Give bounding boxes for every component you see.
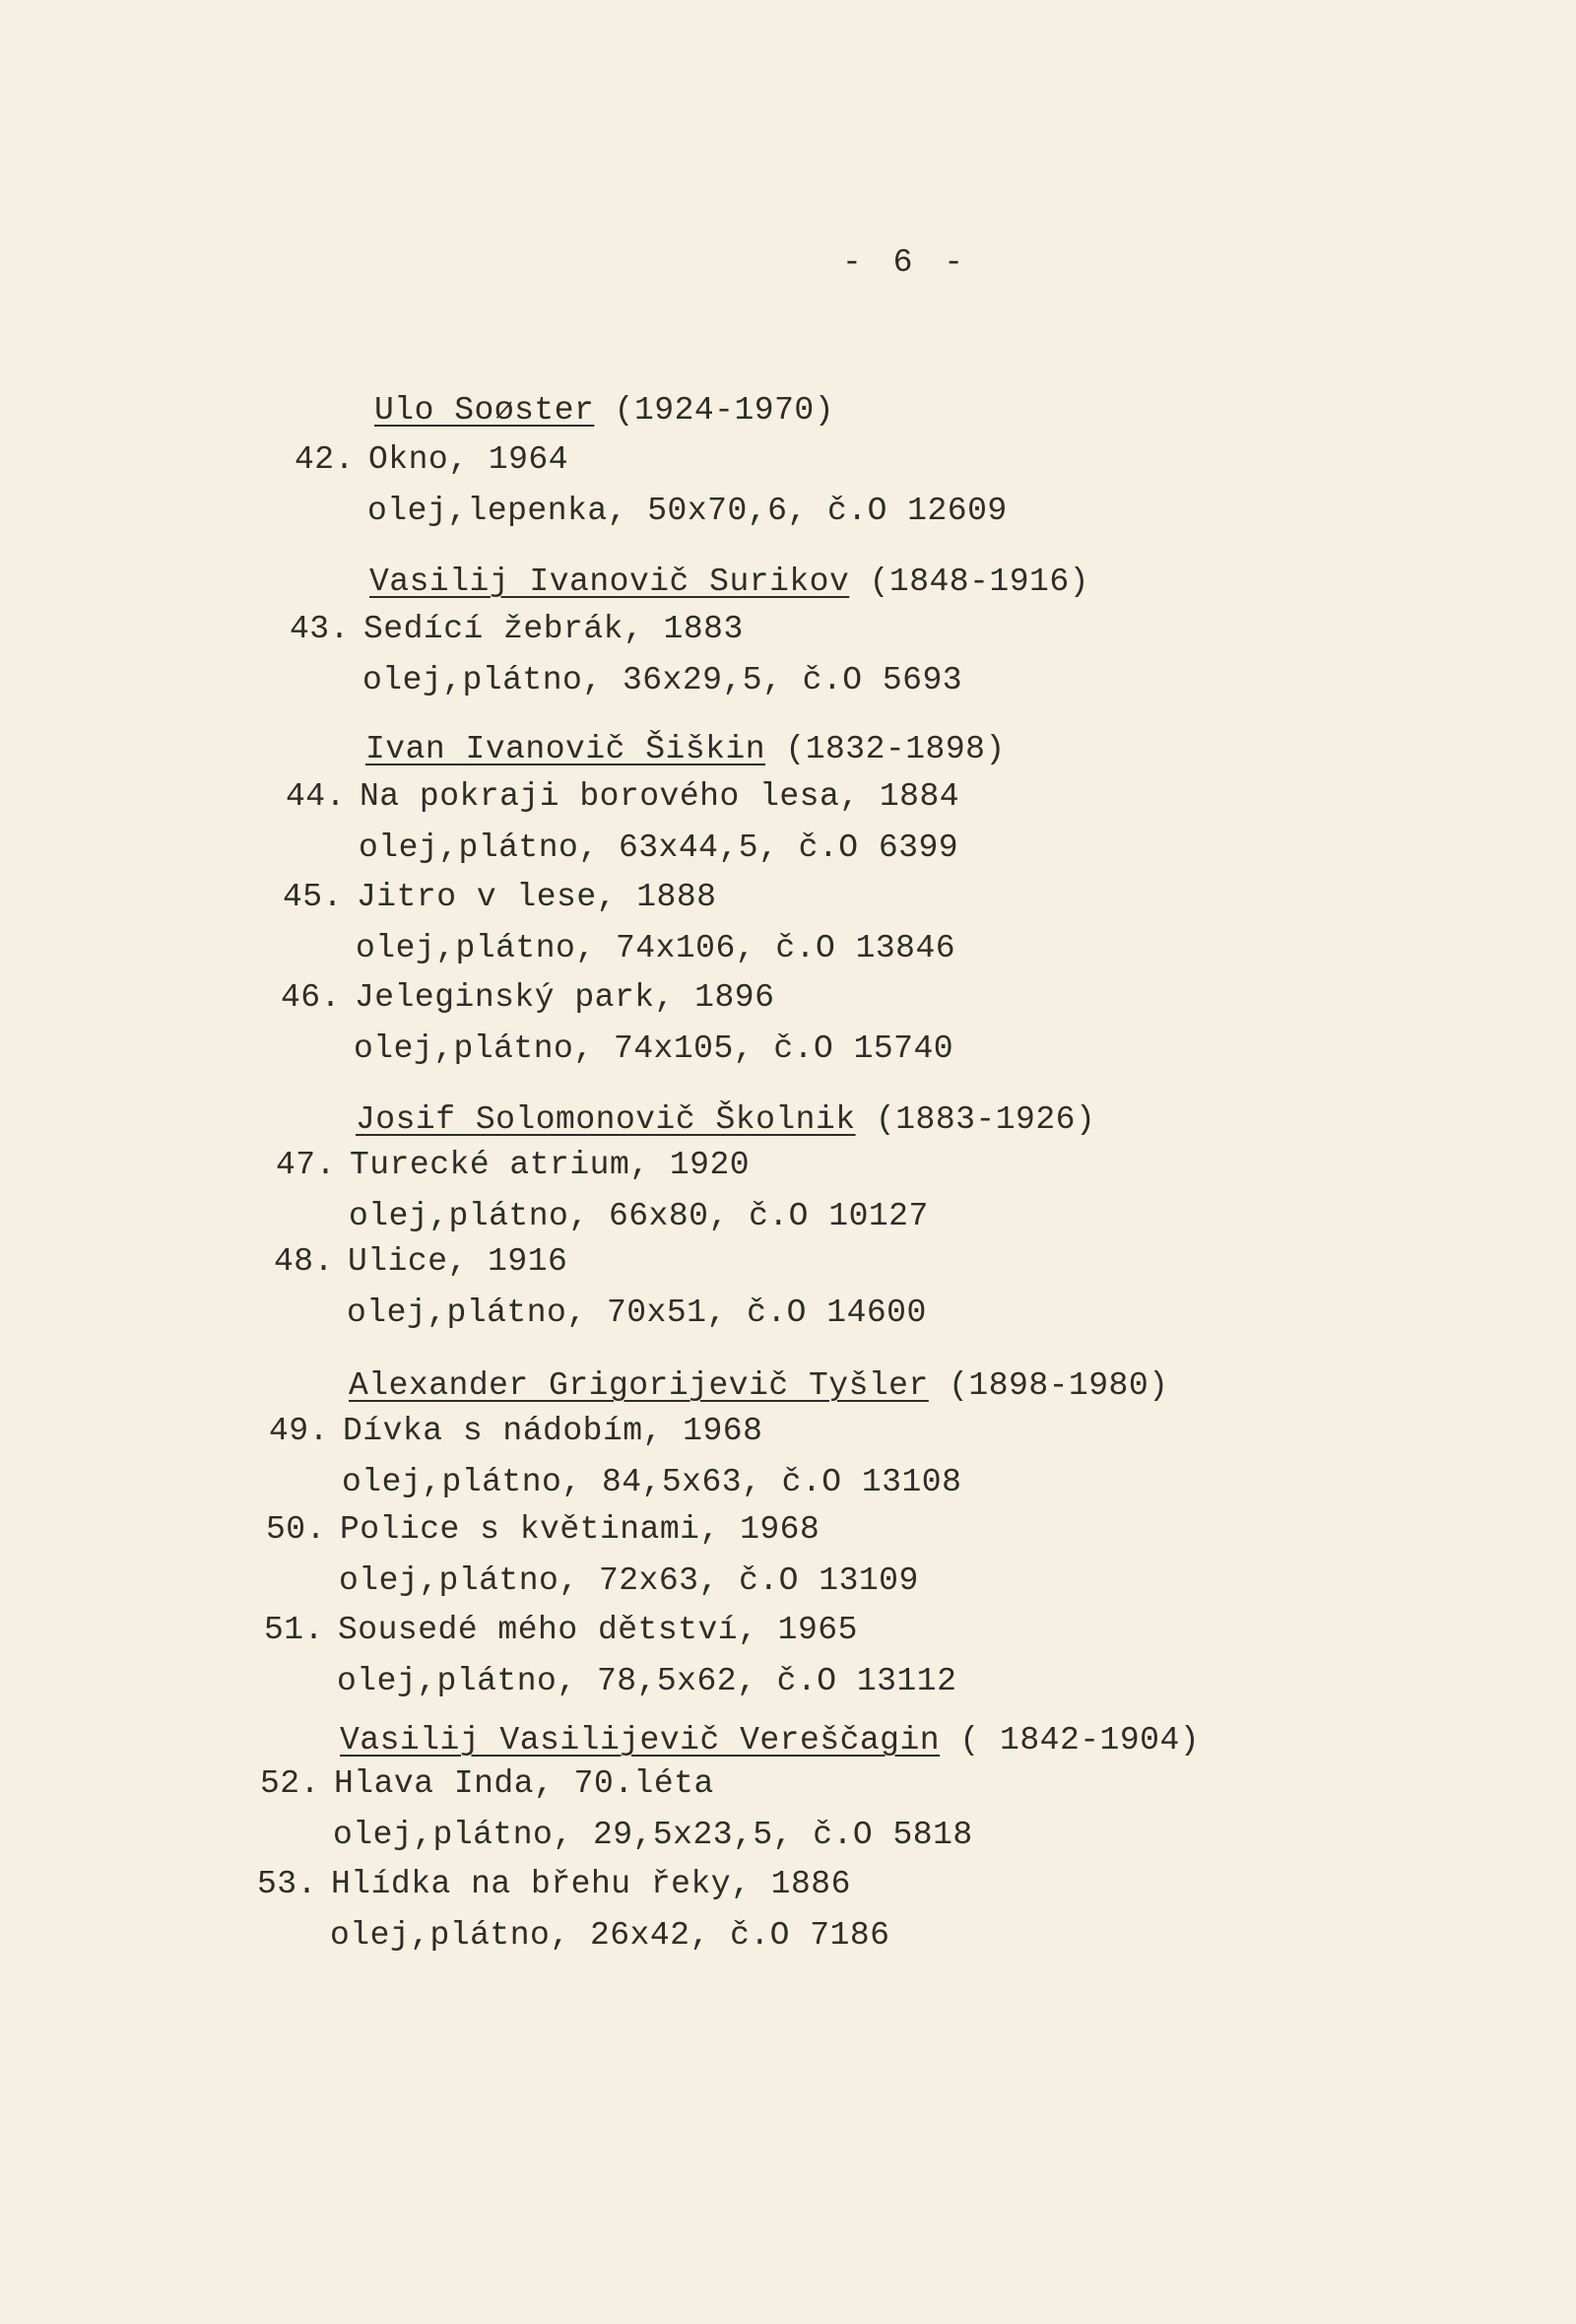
work-details: olej,plátno, 74x106, č.O 13846 bbox=[356, 930, 956, 966]
work-details: olej,plátno, 78,5x62, č.O 13112 bbox=[337, 1663, 957, 1699]
artist-heading bbox=[349, 1367, 1168, 1404]
work-number: 46. bbox=[281, 979, 341, 1016]
artist-heading bbox=[374, 392, 834, 429]
artist-heading bbox=[369, 564, 1089, 600]
work-number: 44. bbox=[286, 778, 346, 815]
work-details: olej,plátno, 29,5x23,5, č.O 5818 bbox=[333, 1817, 973, 1853]
work-title: Na pokraji borového lesa, 1884 bbox=[360, 778, 960, 815]
work-number: 43. bbox=[290, 611, 350, 647]
artist-heading bbox=[365, 731, 1006, 767]
work-number: 48. bbox=[274, 1243, 334, 1280]
work-number: 53. bbox=[257, 1866, 317, 1902]
artist-heading bbox=[340, 1722, 1200, 1759]
work-details: olej,plátno, 66x80, č.O 10127 bbox=[349, 1198, 929, 1234]
artist-name: Josif Solomonovič Školnik bbox=[356, 1101, 856, 1138]
artist-heading bbox=[356, 1101, 1095, 1138]
artist-dates: (1924-1970) bbox=[614, 392, 834, 429]
work-details: olej,plátno, 74x105, č.O 15740 bbox=[354, 1030, 954, 1067]
artist-dates: (1898-1980) bbox=[949, 1367, 1169, 1404]
artist-name: Vasilij Vasilijevič Vereščagin bbox=[340, 1722, 941, 1759]
artist-name: Ulo Soøster bbox=[374, 392, 595, 429]
artist-name: Vasilij Ivanovič Surikov bbox=[369, 564, 850, 600]
artist-dates: (1848-1916) bbox=[869, 564, 1089, 600]
artist-dates: ( 1842-1904) bbox=[959, 1722, 1201, 1759]
work-details: olej,plátno, 26x42, č.O 7186 bbox=[330, 1917, 890, 1954]
work-number: 52. bbox=[260, 1765, 320, 1802]
work-details: olej,plátno, 63x44,5, č.O 6399 bbox=[359, 830, 959, 866]
work-details: olej,plátno, 72x63, č.O 13109 bbox=[339, 1562, 919, 1599]
work-number: 47. bbox=[276, 1147, 336, 1183]
work-title: Jitro v lese, 1888 bbox=[357, 879, 717, 915]
work-title: Jeleginský park, 1896 bbox=[355, 979, 775, 1016]
work-details: olej,plátno, 70x51, č.O 14600 bbox=[347, 1295, 927, 1331]
work-number: 50. bbox=[266, 1511, 326, 1548]
work-details: olej,plátno, 36x29,5, č.O 5693 bbox=[362, 662, 963, 698]
work-number: 42. bbox=[295, 441, 355, 478]
work-title: Police s květinami, 1968 bbox=[340, 1511, 821, 1548]
work-title: Turecké atrium, 1920 bbox=[350, 1147, 751, 1183]
work-title: Hlava Inda, 70.léta bbox=[334, 1765, 714, 1802]
work-details: olej,plátno, 84,5x63, č.O 13108 bbox=[342, 1464, 962, 1500]
work-number: 49. bbox=[269, 1413, 329, 1449]
page-number: - 6 - bbox=[842, 244, 970, 281]
work-title: Hlídka na břehu řeky, 1886 bbox=[331, 1866, 851, 1902]
work-details: olej,lepenka, 50x70,6, č.O 12609 bbox=[367, 493, 1008, 529]
artist-dates: (1832-1898) bbox=[785, 731, 1006, 767]
artist-name: Ivan Ivanovič Šiškin bbox=[365, 731, 766, 767]
artist-dates: (1883-1926) bbox=[875, 1101, 1096, 1138]
work-title: Dívka s nádobím, 1968 bbox=[343, 1413, 763, 1449]
work-number: 51. bbox=[264, 1612, 324, 1648]
artist-name: Alexander Grigorijevič Tyšler bbox=[349, 1367, 929, 1404]
work-title: Ulice, 1916 bbox=[348, 1243, 568, 1280]
work-title: Okno, 1964 bbox=[368, 441, 569, 478]
work-title: Sedící žebrák, 1883 bbox=[363, 611, 744, 647]
work-number: 45. bbox=[283, 879, 343, 915]
work-title: Sousedé mého dětství, 1965 bbox=[338, 1612, 858, 1648]
